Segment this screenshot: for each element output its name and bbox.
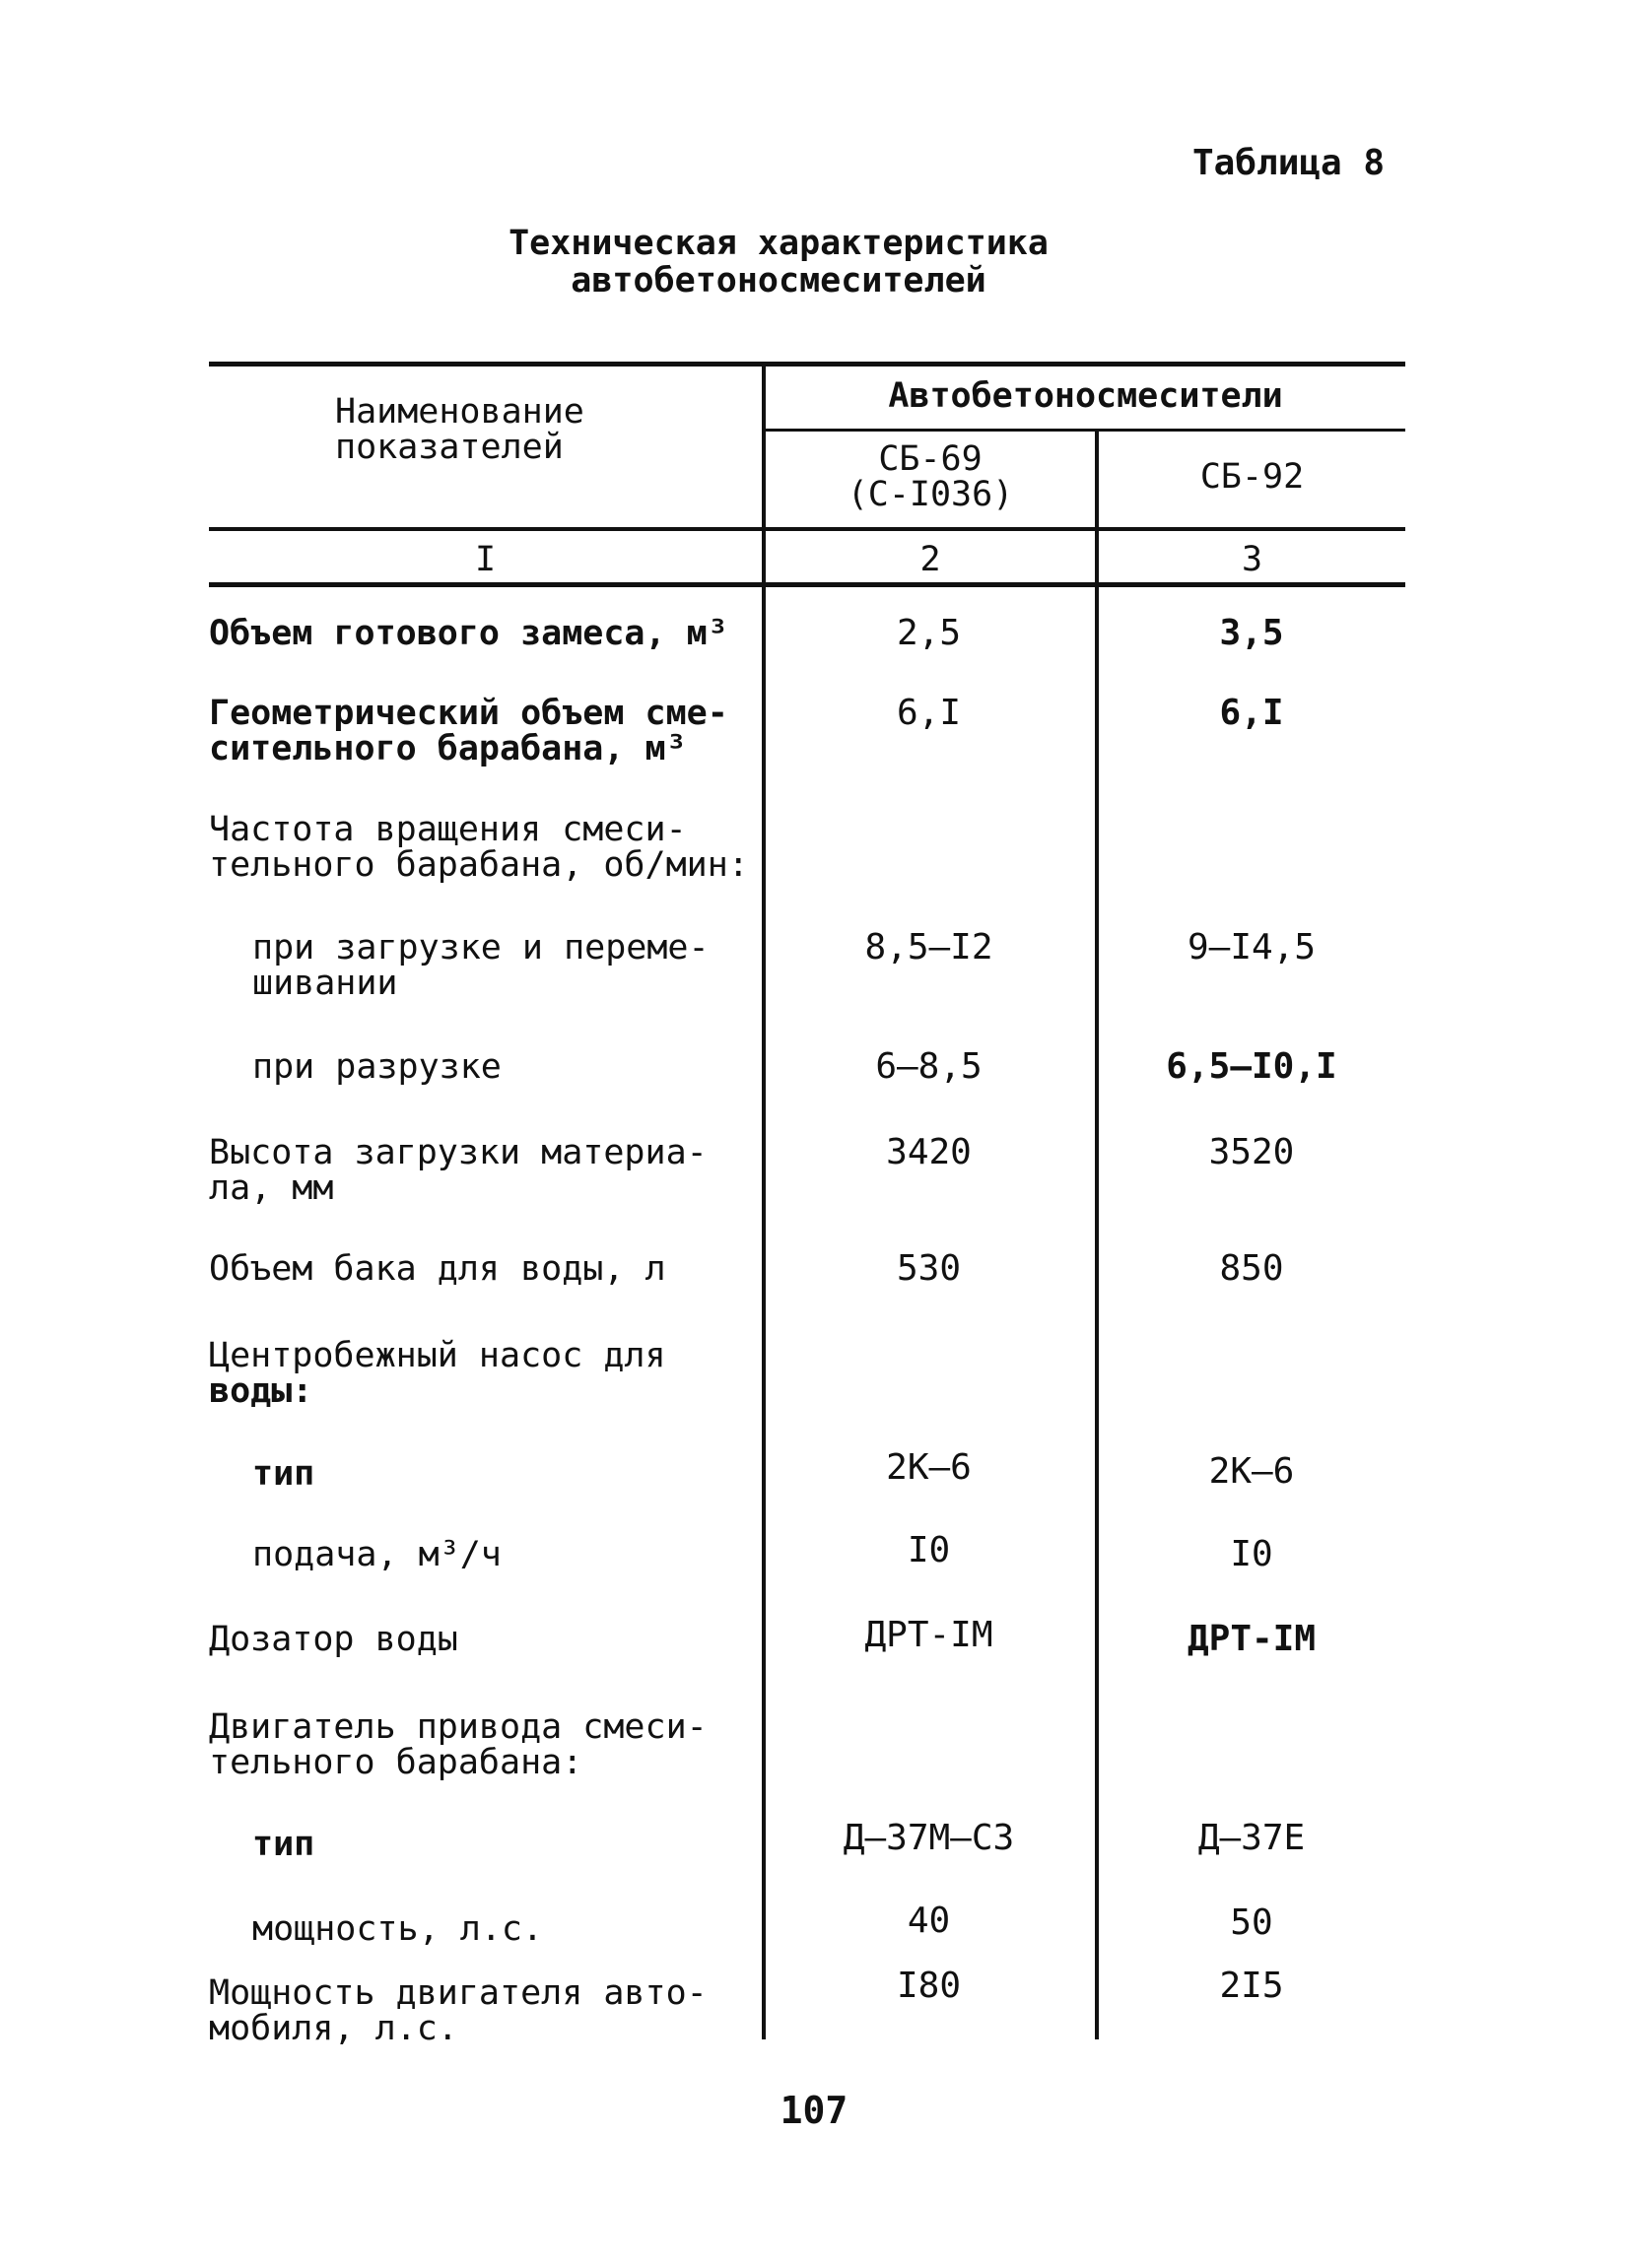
row-label: Мощность двигателя авто- мобиля, л.с. — [209, 1973, 708, 2048]
row-label: мощность, л.с. — [252, 1909, 544, 1949]
row-value-sb92: 3520 — [1208, 1132, 1295, 1172]
column-divider-1 — [762, 362, 766, 2039]
column-number-3: 3 — [1241, 540, 1263, 579]
header-col0-line-2: показателей — [335, 428, 564, 467]
row-label: при загрузке и переме- шивании — [252, 928, 710, 1003]
table-top-rule — [209, 362, 1405, 367]
table-title-line-1: Техническая характеристика — [509, 224, 1049, 263]
group-header-rule — [764, 429, 1405, 432]
row-value-sb92: 850 — [1219, 1248, 1284, 1289]
header-bottom-rule — [209, 527, 1405, 531]
row-value-sb92: 6,5–I0,I — [1166, 1046, 1337, 1087]
column-number-1: I — [474, 540, 497, 579]
row-value-sb69: 530 — [896, 1248, 962, 1289]
column-divider-2 — [1095, 430, 1099, 2039]
row-value-sb69: 6,I — [896, 693, 962, 733]
row-label: Геометрический объем сме- сительного барабана, м³ — [209, 694, 728, 768]
row-label: Объем бака для воды, л — [209, 1249, 666, 1289]
row-label: тип — [252, 1454, 315, 1494]
table-title — [434, 225, 1123, 300]
row-value-sb92: I0 — [1230, 1534, 1273, 1574]
row-label: Объем готового замеса, м³ — [209, 614, 728, 653]
row-value-sb69: ДРТ-IМ — [864, 1615, 993, 1655]
page-number: 107 — [780, 2089, 848, 2132]
header-col0 — [335, 394, 584, 465]
row-label: Центробежный насос для воды: — [209, 1336, 666, 1411]
header-col0-line-1: Наименование — [335, 392, 584, 432]
row-value-sb92: 6,I — [1219, 693, 1284, 733]
row-value-sb92: 9–I4,5 — [1187, 927, 1317, 967]
table-label: Таблица 8 — [1192, 143, 1386, 183]
row-value-sb92: 3,5 — [1219, 613, 1284, 653]
row-value-sb92: ДРТ-IМ — [1187, 1619, 1317, 1659]
header-col1-line-2: (С-I036) — [847, 475, 1014, 514]
row-value-sb92: Д–37Е — [1197, 1818, 1306, 1858]
row-label: при разрузке — [252, 1047, 502, 1087]
column-number-2: 2 — [919, 540, 941, 579]
row-value-sb92: 2I5 — [1219, 1966, 1284, 2006]
row-value-sb92: 2К–6 — [1208, 1451, 1295, 1492]
row-value-sb69: I80 — [896, 1966, 962, 2006]
row-label: Дозатор воды — [209, 1620, 458, 1659]
row-value-sb69: Д–37М–С3 — [843, 1818, 1015, 1858]
numbers-bottom-rule — [209, 582, 1405, 587]
row-value-sb92: 50 — [1230, 1902, 1273, 1943]
header-col1-line-1: СБ-69 — [878, 439, 983, 479]
header-col2: СБ-92 — [1199, 457, 1305, 497]
row-label: Частота вращения смеси- тельного барабана, об/мин: — [209, 810, 749, 885]
row-value-sb69: I0 — [907, 1530, 951, 1570]
row-value-sb69: 2К–6 — [886, 1447, 972, 1488]
row-label: Двигатель привода смеси- тельного барабана: — [209, 1707, 708, 1782]
row-value-sb69: 2,5 — [896, 613, 962, 653]
row-value-sb69: 3420 — [886, 1132, 972, 1172]
row-value-sb69: 6–8,5 — [875, 1046, 983, 1087]
row-label: Высота загрузки материа- ла, мм — [209, 1133, 708, 1208]
row-value-sb69: 40 — [907, 1901, 951, 1941]
header-group: Автобетоносмесители — [888, 376, 1283, 416]
row-label: подача, м³/ч — [252, 1535, 502, 1574]
table-title-line-2: автобетоносмесителей — [571, 261, 986, 300]
row-label: тип — [252, 1825, 315, 1864]
header-col1 — [766, 441, 1095, 512]
row-value-sb69: 8,5–I2 — [864, 927, 993, 967]
